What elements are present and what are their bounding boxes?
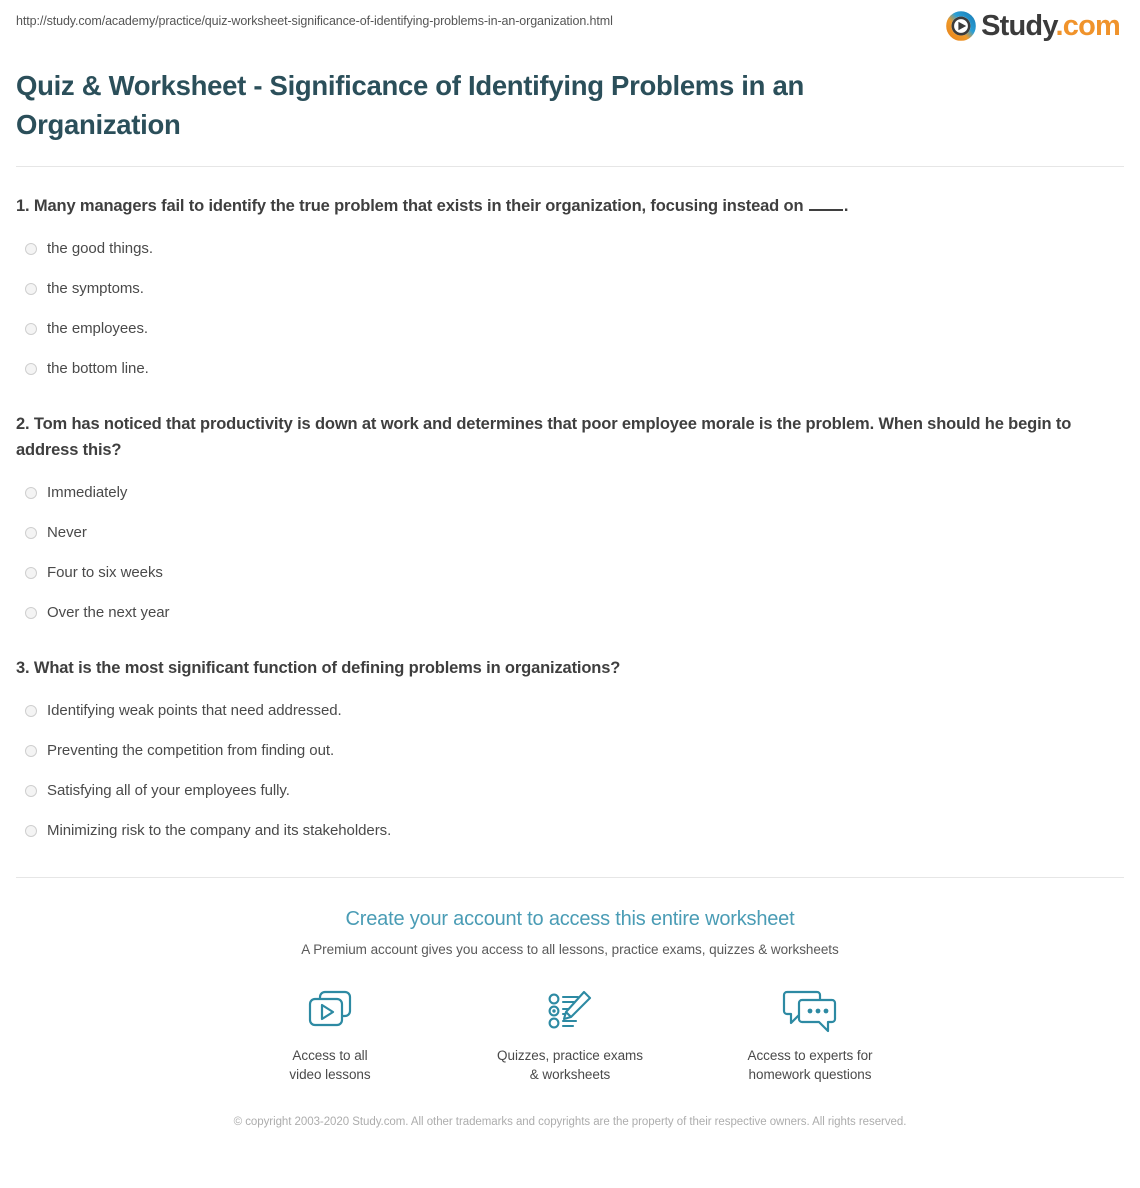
- study-com-logo[interactable]: [946, 11, 1124, 41]
- pre-footer-spacer: [0, 851, 1140, 877]
- answer-option[interactable]: [16, 811, 1124, 851]
- radio-button-icon[interactable]: [25, 705, 37, 717]
- questions-section: [0, 167, 1140, 851]
- question-body-3: What is the most significant function of defining problems in organizations?: [33, 659, 621, 677]
- perk-video-lessons: [255, 986, 405, 1084]
- radio-button-icon[interactable]: [25, 607, 37, 619]
- perk-quizzes: [495, 986, 645, 1084]
- answer-list-1: [16, 229, 1124, 389]
- logo-wordmark: [981, 9, 1120, 42]
- worksheet-page: [0, 0, 1140, 144]
- perk-label: [495, 1046, 645, 1084]
- promo-section: [0, 878, 1140, 1131]
- top-bar: [16, 0, 1124, 50]
- perk-label-line1: Access to all: [292, 1048, 368, 1063]
- logo-text-study: Study: [981, 9, 1056, 42]
- answer-label: the bottom line.: [47, 360, 149, 377]
- radio-button-icon[interactable]: [25, 363, 37, 375]
- perk-label: [735, 1046, 885, 1084]
- question-block-2: [16, 411, 1124, 633]
- answer-option[interactable]: [16, 269, 1124, 309]
- answer-label: Preventing the competition from finding out.: [47, 742, 335, 759]
- answer-option[interactable]: [16, 771, 1124, 811]
- answer-option[interactable]: [16, 513, 1124, 553]
- question-spacer: [16, 633, 1124, 655]
- question-text-3: [16, 655, 1120, 681]
- radio-button-icon[interactable]: [25, 487, 37, 499]
- radio-button-icon[interactable]: [25, 283, 37, 295]
- answer-label: Over the next year: [47, 604, 170, 621]
- answer-label: the employees.: [47, 320, 149, 337]
- question-number-2: 2.: [16, 415, 30, 433]
- fill-blank-1: [809, 198, 843, 211]
- radio-button-icon[interactable]: [25, 785, 37, 797]
- quiz-pencil-icon: [495, 986, 645, 1036]
- perk-label-line1: Access to experts for: [747, 1048, 873, 1063]
- page-title: Quiz & Worksheet - Significance of Identifying Problems in an Organization: [16, 70, 804, 140]
- video-lessons-icon: [255, 986, 405, 1036]
- question-text-1: [16, 193, 1120, 219]
- answer-label: Immediately: [47, 484, 128, 501]
- perk-experts: [735, 986, 885, 1084]
- answer-option[interactable]: [16, 229, 1124, 269]
- question-number-1: 1.: [16, 197, 30, 215]
- logo-text-dotcom: .com: [1055, 9, 1120, 42]
- question-suffix-1: .: [843, 197, 849, 215]
- radio-button-icon[interactable]: [25, 527, 37, 539]
- radio-button-icon[interactable]: [25, 323, 37, 335]
- radio-button-icon[interactable]: [25, 745, 37, 757]
- perk-label-line1: Quizzes, practice exams: [497, 1048, 643, 1063]
- answer-label: the symptoms.: [47, 280, 144, 297]
- page-url: http://study.com/academy/practice/quiz-worksheet-significance-of-identifying-problems-in-an-organization.html: [16, 14, 613, 28]
- answer-label: Never: [47, 524, 87, 541]
- create-account-link[interactable]: Create your account to access this entire worksheet: [345, 908, 795, 930]
- answer-option[interactable]: [16, 731, 1124, 771]
- question-body-1: Many managers fail to identify the true problem that exists in their organization, focusing instead on: [33, 197, 808, 215]
- answer-list-2: [16, 473, 1124, 633]
- radio-button-icon[interactable]: [25, 567, 37, 579]
- play-circle-icon: [946, 11, 976, 41]
- answer-list-3: [16, 691, 1124, 851]
- answer-label: Satisfying all of your employees fully.: [47, 782, 290, 799]
- copyright-text: © copyright 2003-2020 Study.com. All other trademarks and copyrights are the property of their respective owners. All rights reserved.: [233, 1116, 907, 1128]
- perk-label-line2: & worksheets: [529, 1067, 611, 1082]
- perks-row: [16, 986, 1124, 1084]
- chat-bubbles-icon: [735, 986, 885, 1036]
- answer-option[interactable]: [16, 593, 1124, 633]
- answer-option[interactable]: [16, 349, 1124, 389]
- answer-label: Minimizing risk to the company and its stakeholders.: [47, 822, 392, 839]
- answer-option[interactable]: [16, 691, 1124, 731]
- question-block-3: [16, 655, 1124, 851]
- radio-button-icon[interactable]: [25, 825, 37, 837]
- perk-label-line2: homework questions: [748, 1067, 872, 1082]
- promo-subtext: A Premium account gives you access to all lessons, practice exams, quizzes & worksheets: [301, 942, 839, 957]
- answer-label: the good things.: [47, 240, 153, 257]
- answer-label: Identifying weak points that need addressed.: [47, 702, 342, 719]
- answer-option[interactable]: [16, 309, 1124, 349]
- question-text-2: [16, 411, 1120, 463]
- answer-option[interactable]: [16, 473, 1124, 513]
- answer-option[interactable]: [16, 553, 1124, 593]
- question-number-3: 3.: [16, 659, 30, 677]
- perk-label-line2: video lessons: [289, 1067, 371, 1082]
- question-block-1: [16, 193, 1124, 389]
- radio-button-icon[interactable]: [25, 243, 37, 255]
- perk-label: [255, 1046, 405, 1084]
- question-spacer: [16, 389, 1124, 411]
- question-body-2: Tom has noticed that productivity is down at work and determines that poor employee morale is the problem. When should he begin to address this?: [16, 415, 1072, 459]
- answer-label: Four to six weeks: [47, 564, 163, 581]
